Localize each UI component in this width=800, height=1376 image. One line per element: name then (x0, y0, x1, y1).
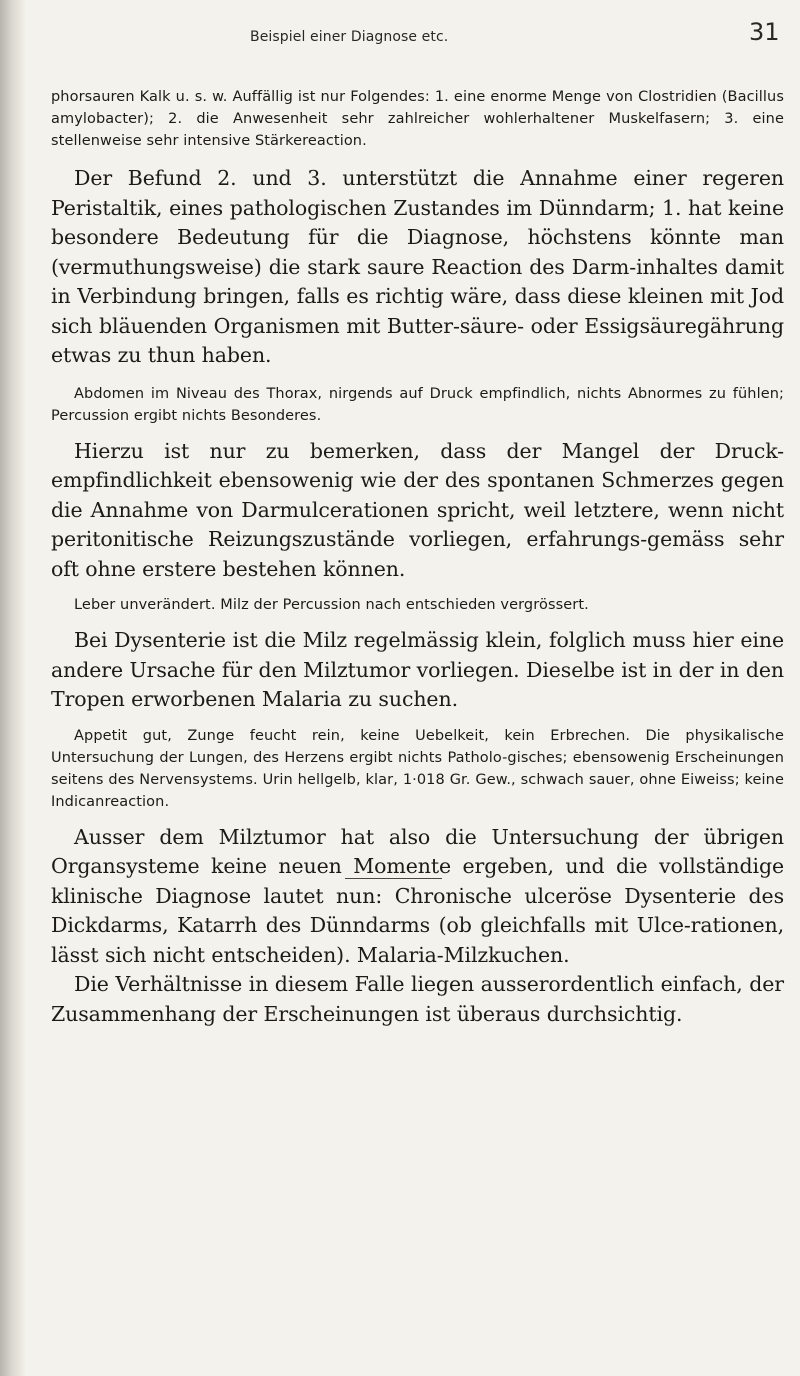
paragraph-clinical-diagnosis: Ausser dem Milztumor hat also die Untersuchung der übrigen Organsysteme keine neuen Momente ergeben, und die vollständige klinische Diagnose lautet nun: Chronische ulceröse Dysenterie des Dickdarms, Katarrh des Dünndarms (ob gleichfalls mit Ulce-rationen, lässt sich nicht entscheiden). Malaria-Milzkuchen. (51, 824, 784, 967)
body-text (51, 86, 784, 1029)
section-divider (345, 878, 442, 879)
paragraph-abdomen-findings: Abdomen im Niveau des Thorax, nirgends auf Druck empfindlich, nichts Abnormes zu fühlen; Percussion ergibt nichts Besonderes. (51, 385, 784, 424)
paragraph-conclusion: Die Verhältnisse in diesem Falle liegen ausserordentlich einfach, der Zusammenhang der Erscheinungen ist überaus durchsichtig. (51, 972, 784, 1026)
paragraph-findings-interpretation: Der Befund 2. und 3. unterstützt die Annahme einer regeren Peristaltik, eines pathologischen Zustandes im Dünndarm; 1. hat keine besondere Bedeutung für die Diagnose, höchstens könnte man (vermuthungsweise) die stark saure Reaction des Darm-inhaltes damit in Verbindung bringen, falls es richtig wäre, dass diese kleinen mit Jod sich bläuenden Organismen mit Butter-säure- oder Essigsäuregährung etwas zu thun haben. (51, 166, 784, 367)
page-number: 31 (749, 18, 780, 46)
gutter-shadow (0, 0, 26, 1376)
running-head: Beispiel einer Diagnose etc. (250, 29, 449, 45)
paragraph-general-findings: Appetit gut, Zunge feucht rein, keine Uebelkeit, kein Erbrechen. Die physikalische Untersuchung der Lungen, des Herzens ergibt nichts Patholo-gisches; ebensowenig Erscheinungen seitens des Nervensystems. Urin hellgelb, klar, 1·018 Gr. Gew., schwach sauer, ohne Eiweiss; keine Indicanreaction. (51, 727, 784, 810)
paragraph-pressure-remark: Hierzu ist nur zu bemerken, dass der Mangel der Druck-empfindlichkeit ebensowenig wie der des spontanen Schmerzes gegen die Annahme von Darmulcerationen spricht, weil letztere, wenn nicht peritonitische Reizungszustände vorliegen, erfahrungs-gemäss sehr oft ohne erstere bestehen können. (51, 438, 784, 581)
paragraph-liver-spleen: Leber unverändert. Milz der Percussion nach entschieden vergrössert. (74, 597, 589, 613)
paragraph-stool-findings: phorsauren Kalk u. s. w. Auffällig ist nur Folgendes: 1. eine enorme Menge von Clostridien (Bacillus amylobacter); 2. die Anwesenheit sehr zahlreicher wohlerhaltener Muskelfasern; 3. eine stellenweise sehr intensive Stärkereaction. (51, 89, 784, 149)
paragraph-spleen-remark: Bei Dysenterie ist die Milz regelmässig klein, folglich muss hier eine andere Ursache für den Milztumor vorliegen. Dieselbe ist in der in den Tropen erworbenen Malaria zu suchen. (51, 628, 784, 711)
